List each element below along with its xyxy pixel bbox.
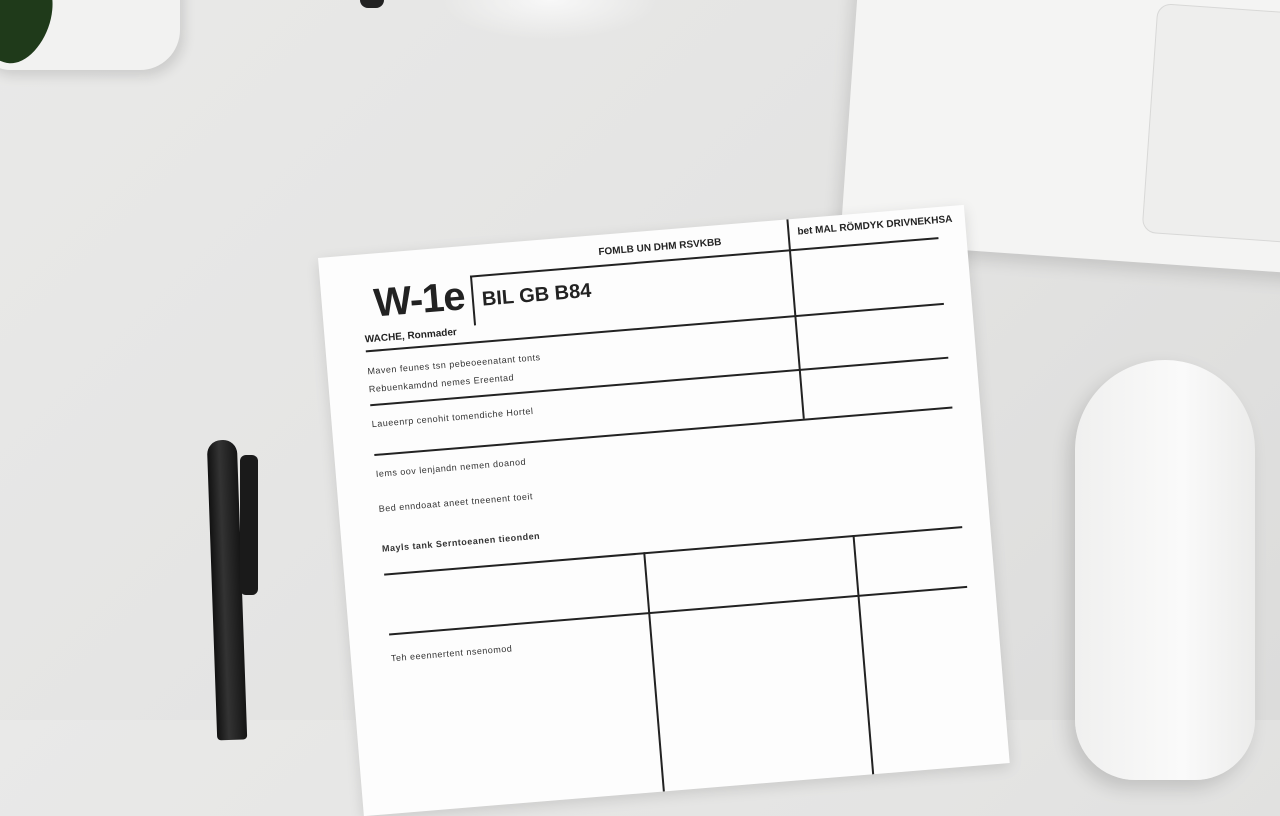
form-row: Maven feunes tsn pebeoeenatant tonts	[367, 352, 541, 377]
form-header-top: FOMLB UN DHM RSVKBB	[598, 236, 722, 258]
form-row: Mayls tank Serntoeanen tieonden	[381, 530, 541, 554]
form-row: Iems oov lenjandn nemen doanod	[375, 456, 527, 479]
lamp-base	[440, 0, 660, 40]
divider	[853, 535, 874, 774]
tax-form	[318, 205, 1010, 816]
form-subtitle: BIL GB B84	[481, 279, 593, 311]
rule	[381, 526, 962, 575]
form-title: W-1e	[372, 274, 467, 326]
rule	[389, 586, 967, 635]
form-row: Rebuenkamdnd nemes Ereentad	[368, 372, 515, 395]
pen-clip	[240, 455, 258, 595]
divider	[470, 275, 476, 325]
form-row: Laueenrp cenohit tomendiche Hortel	[371, 405, 534, 430]
lamp-knob	[360, 0, 384, 8]
computer-mouse	[1075, 360, 1255, 780]
divider	[643, 552, 664, 791]
form-header-right: bet MAL RÖMDYK DRIVNEKHSA	[797, 213, 953, 238]
form-label: WACHE, Ronmader	[364, 326, 458, 346]
form-row: Bed enndoaat aneet tneenent toeit	[378, 491, 534, 514]
form-row: Teh eeennertent nsenomod	[390, 643, 513, 664]
trackpad	[1142, 3, 1280, 246]
